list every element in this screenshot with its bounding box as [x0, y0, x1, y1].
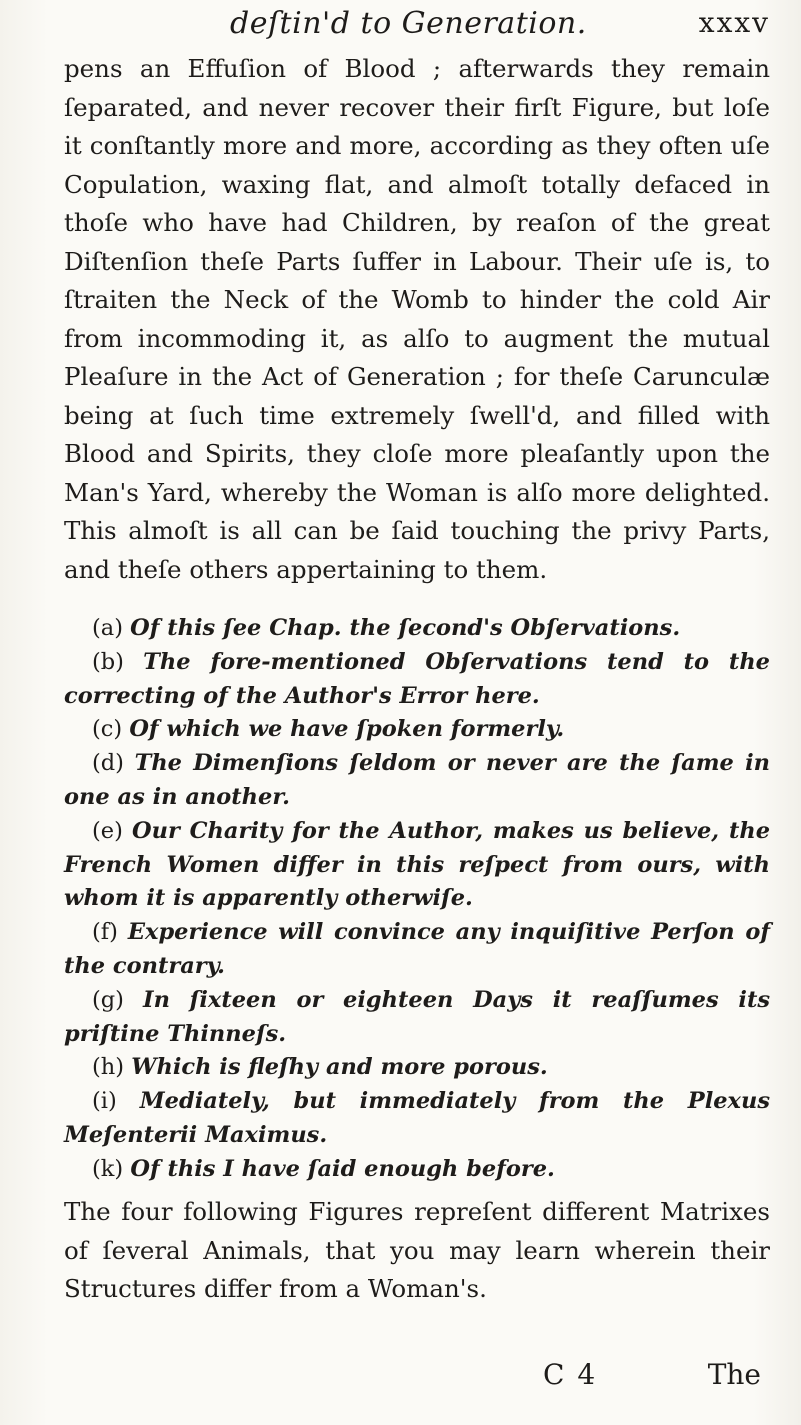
page-header: [60, 6, 770, 46]
footnote: [64, 713, 770, 747]
page-number: xxxv: [698, 6, 770, 39]
footnote-text: Mediately, but immediately from the Plexus Meſenterii Maximus.: [64, 1088, 770, 1148]
footnote: [64, 1153, 770, 1187]
footnote-mark: (a): [92, 615, 123, 641]
footnote-mark: (e): [92, 817, 123, 844]
footnote: [64, 916, 770, 984]
footnote-mark: (g): [92, 986, 124, 1013]
footnote-mark: (b): [92, 648, 124, 675]
footnote-mark: (d): [92, 750, 124, 777]
footnote-text: Of this ſee Chap. the ſecond's Obſervations.: [130, 615, 681, 641]
footnote: [64, 646, 770, 714]
footnote: [64, 984, 770, 1052]
footnote-mark: (k): [92, 1155, 124, 1182]
footnote: [64, 612, 770, 646]
footnote-text: Which is fleſhy and more porous.: [131, 1054, 548, 1081]
footnote-mark: (c): [92, 716, 123, 743]
footnote: [64, 815, 770, 916]
footnote-text: Our Charity for the Author, makes us believe, the French Women differ in this reſpect from ours, with whom it is apparently otherwiſe.: [64, 817, 771, 912]
footnote: [64, 747, 770, 815]
footnote-text: The Dimenſions ſeldom or never are the ſame in one as in another.: [64, 750, 770, 810]
signature-mark: C 4: [543, 1358, 598, 1391]
footnote: [64, 1085, 770, 1153]
running-title: deſtin'd to Generation.: [230, 6, 587, 41]
footnote-mark: (f): [92, 919, 118, 946]
footnotes: [64, 612, 770, 1187]
footnote-mark: (h): [92, 1054, 125, 1081]
footnote-text: Of which we have ſpoken formerly.: [129, 716, 565, 743]
footnote-mark: (i): [92, 1088, 117, 1115]
catchword: The: [707, 1358, 761, 1391]
footnote-text: Of this I have ſaid enough before.: [130, 1155, 555, 1182]
footnote-text: The fore-mentioned Obſervations tend to the correcting of the Author's Error here.: [64, 648, 770, 709]
footnote-text: Experience will convince any inquiſitive Perſon of the contrary.: [64, 919, 770, 979]
footnote: [64, 1051, 770, 1085]
body-paragraph: pens an Effuſion of Blood ; afterwards they remain ſeparated, and never recover their firſt Figure, but loſe it conſtantly more and more, according as they often uſe Copulation, waxing flat, and almoſt totally defaced in thoſe who have had Children, by reaſon of the great Diſtenſion theſe Parts ſuffer in Labour. Their uſe is, to ſtraiten the Neck of the Womb to hinder the cold Air from incommoding it, as alſo to augment the mutual Pleaſure in the Act of Generation ; for theſe Carunculæ being at ſuch time extremely ſwell'd, and filled with Blood and Spirits, they cloſe more pleaſantly upon the Man's Yard, whereby the Woman is alſo more delighted. This almoſt is all can be ſaid touching the privy Parts, and theſe others appertaining to them.: [64, 54, 770, 584]
closing-paragraph: The four following Figures repreſent different Matrixes of ſeveral Animals, that you may learn wherein their Structures differ from a Woman's.: [64, 1197, 770, 1303]
footnote-text: In ſixteen or eighteen Days it reaſſumes its priſtine Thinneſs.: [64, 986, 771, 1047]
